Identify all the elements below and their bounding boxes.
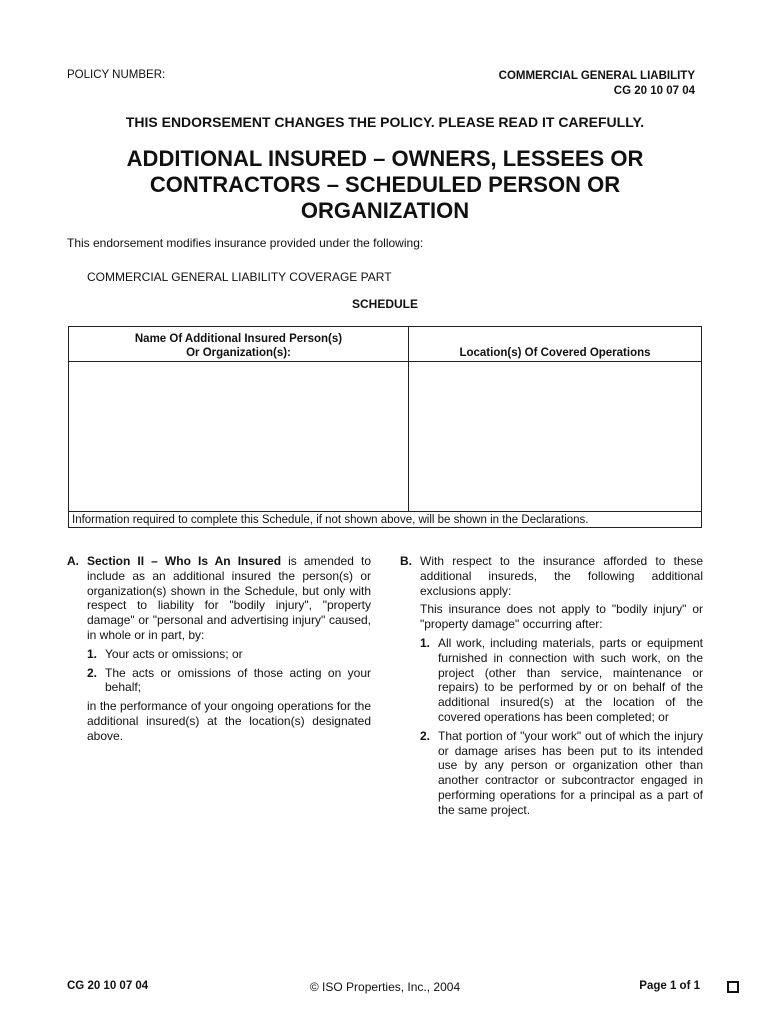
square-icon bbox=[727, 981, 739, 993]
footer-page-number: Page 1 of 1 bbox=[639, 980, 700, 992]
section-b-paragraph bbox=[400, 554, 703, 598]
item-text: That portion of "your work" out of which the injury or damage arises has been put to its intended use by any person or organization other than another contractor or subcontractor engaged in performing operations for a principal as a part of the same project. bbox=[438, 728, 703, 817]
section-a-paragraph bbox=[67, 554, 371, 643]
section-text: is amended to include as an additional insured the person(s) or organization(s) shown in the Schedule, but only with respect to liability for "bodily injury", "property damage" or "personal and advertising injury" caused, in whole or in part, by: bbox=[87, 554, 371, 642]
section-lead: Section II – Who Is An Insured bbox=[87, 554, 282, 568]
section-marker: B. bbox=[400, 554, 412, 568]
coverage-part: COMMERCIAL GENERAL LIABILITY COVERAGE PART bbox=[87, 270, 392, 284]
item-text: Your acts or omissions; or bbox=[105, 646, 243, 661]
insured-name-column-header bbox=[69, 332, 408, 360]
column-header-line: Name Of Additional Insured Person(s) bbox=[134, 333, 343, 345]
item-number: 2. bbox=[420, 728, 431, 743]
section-a bbox=[67, 554, 371, 748]
footer-copyright: © ISO Properties, Inc., 2004 bbox=[309, 980, 461, 994]
item-number: 1. bbox=[420, 635, 431, 650]
page-title: ADDITIONAL INSURED – OWNERS, LESSEES OR CONTRACTORS – SCHEDULED PERSON OR ORGANIZATION bbox=[126, 146, 644, 223]
form-number: CG 20 10 07 04 bbox=[613, 85, 695, 97]
policy-number-label: POLICY NUMBER: bbox=[67, 69, 166, 81]
item-text: The acts or omissions of those acting on your behalf; bbox=[105, 665, 371, 695]
form-identifier bbox=[499, 69, 695, 99]
endorsement-warning: THIS ENDORSEMENT CHANGES THE POLICY. PLEASE READ IT CAREFULLY. bbox=[125, 114, 645, 130]
item-text: All work, including materials, parts or equipment furnished in connection with such work, on the project (other than service, maintenance or repairs) to be performed by or on behalf of the additional insured(s) at the location of the covered operations has been completed; or bbox=[438, 635, 703, 724]
schedule-heading: SCHEDULE bbox=[351, 297, 418, 311]
list-item bbox=[400, 636, 703, 725]
header-rule bbox=[69, 361, 701, 362]
list-item bbox=[400, 729, 703, 818]
section-marker: A. bbox=[67, 554, 79, 568]
intro-text: This endorsement modifies insurance provided under the following: bbox=[67, 236, 424, 250]
schedule-note: Information required to complete this Schedule, if not shown above, will be shown in the Declarations. bbox=[72, 514, 589, 526]
schedule-table bbox=[68, 326, 702, 528]
section-b-subtext: This insurance does not apply to "bodily injury" or "property damage" occurring after: bbox=[420, 602, 703, 632]
item-number: 2. bbox=[87, 665, 98, 680]
list-item bbox=[67, 666, 371, 696]
column-header-line: Or Organization(s): bbox=[186, 347, 291, 359]
section-text: With respect to the insurance afforded to these additional insureds, the following additional exclusions apply: bbox=[420, 554, 703, 598]
section-b bbox=[400, 554, 703, 822]
coverage-line: COMMERCIAL GENERAL LIABILITY bbox=[498, 70, 695, 82]
item-number: 1. bbox=[87, 646, 98, 661]
location-column-header: Location(s) Of Covered Operations bbox=[459, 347, 651, 359]
footer-rule bbox=[69, 511, 701, 512]
section-a-closing: in the performance of your ongoing operations for the additional insured(s) at the location(s) designated above. bbox=[87, 699, 371, 743]
footer-form-number: CG 20 10 07 04 bbox=[67, 980, 149, 992]
list-item bbox=[67, 647, 371, 662]
